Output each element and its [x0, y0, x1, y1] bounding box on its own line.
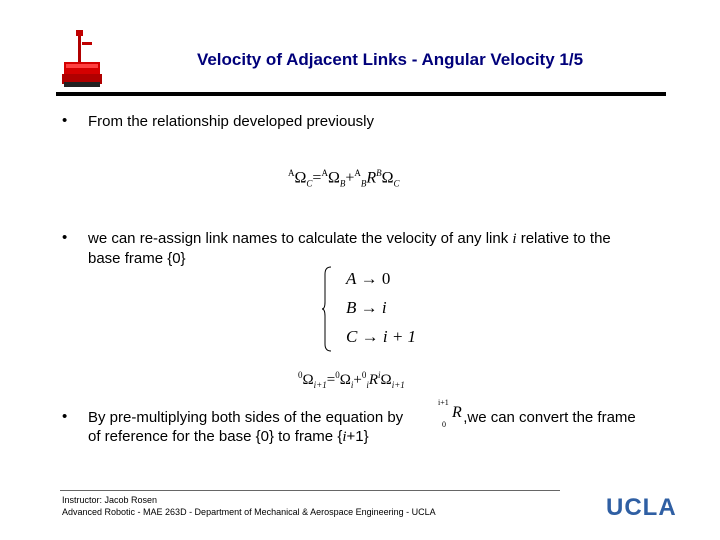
slide: Velocity of Adjacent Links - Angular Velocity 1/5 • From the relationship developed previously $^A\Omega_C=^A\Omega_B+^A_BR^B\Omega_C$ • we can re-assign link names to calculate the velocity of any link i relative to the base frame {0} A → 0 B → i C → i + 1 $^0\Omega_{i+1}=^0\Omega_i+^0_iR^i\Omega_{i+1}$ • By pre-multiplying both sides of the equation by ,we can convert the frame of reference for the base {0} to frame {i+1} i+1 0 R Instructor: Jacob Rosen Advanced Robotic - MAE 263D - Department of Mechanical & Aerospace Engineering - UCLA UCLA — [0, 0, 720, 540]
bullet-marker: • — [62, 112, 68, 129]
bullet-marker: • — [62, 408, 68, 425]
slide-title: Velocity of Adjacent Links - Angular Velocity 1/5 — [196, 50, 584, 69]
equation-relative-angular-velocity: $^A\Omega_C=^A\Omega_B+^A_BR^B\Omega_C$ — [288, 168, 400, 189]
title-divider — [56, 92, 666, 96]
footer-divider — [60, 490, 560, 491]
case-row: A → 0 — [346, 269, 391, 288]
footer-course: Advanced Robotic - MAE 263D - Department of Mechanical & Aerospace Engineering - UCLA — [62, 507, 436, 517]
bullet-marker: • — [62, 229, 68, 246]
ucla-logo: UCLA — [606, 494, 677, 521]
case-row: C → i + 1 — [346, 327, 417, 346]
equation-link-angular-velocity: $^0\Omega_{i+1}=^0\Omega_i+^0_iR^i\Omega_{i+1}$ — [298, 370, 405, 390]
robot-icon — [60, 28, 106, 92]
bullet-1-text: From the relationship developed previously — [88, 113, 374, 130]
case-row: B → i — [346, 298, 387, 317]
bullet-3-text: By pre-multiplying both sides of the equation by ,we can convert the frame of reference for the base {0} to frame {i+1} — [88, 409, 636, 445]
bullet-2-text: we can re-assign link names to calculate the velocity of any link i relative to the base frame {0} — [88, 230, 611, 267]
left-brace-icon — [322, 266, 332, 352]
footer-instructor: Instructor: Jacob Rosen — [62, 495, 158, 505]
footer — [62, 494, 436, 518]
